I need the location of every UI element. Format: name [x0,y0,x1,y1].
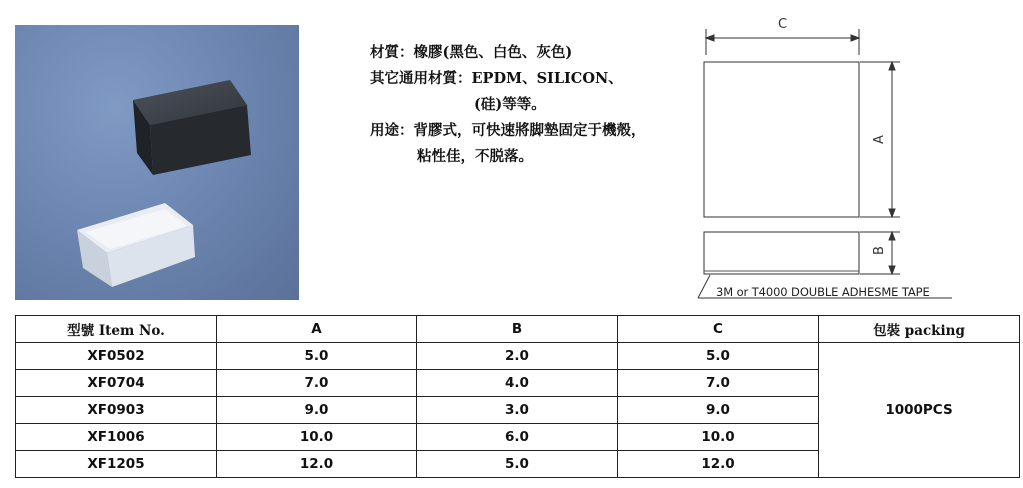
label-b: B [871,246,887,255]
header-a: A [217,316,417,343]
table-row [16,343,1020,370]
cell-item: XF0502 [16,343,217,370]
cell-packing: 1000PCS [819,343,1020,478]
cell-b: 2.0 [417,343,618,370]
cell-a: 12.0 [217,451,417,478]
other-material-line: 其它通用材質：EPDM、SILICON、 [370,70,623,87]
label-c: C [778,17,788,32]
cell-item: XF1205 [16,451,217,478]
tape-note: 3M or T4000 DOUBLE ADHESME TAPE [716,285,930,299]
cell-item: XF0903 [16,397,217,424]
cell-c: 10.0 [618,424,819,451]
product-photo [15,25,299,300]
header-b: B [417,316,618,343]
cell-b: 5.0 [417,451,618,478]
cell-item: XF0704 [16,370,217,397]
cell-c: 9.0 [618,397,819,424]
usage-continued: 粘性佳，不脱落。 [417,148,533,165]
material-line: 材質：橡膠(黑色、白色、灰色) [370,44,573,61]
dimension-table [15,315,1020,478]
usage-line: 用途：背膠式，可快速將脚墊固定于機殼， [370,122,646,139]
cell-b: 4.0 [417,370,618,397]
header-c: C [618,316,819,343]
cell-b: 6.0 [417,424,618,451]
rubber-feet-illustration [15,25,299,300]
cell-b: 3.0 [417,397,618,424]
cell-item: XF1006 [16,424,217,451]
cell-a: 5.0 [217,343,417,370]
header-item-no: 型號 Item No. [16,316,217,343]
other-material-continued: (硅)等等。 [474,96,546,113]
cell-c: 7.0 [618,370,819,397]
header-packing: 包裝 packing [819,316,1020,343]
specification-text [370,40,700,170]
table-header-row [16,316,1020,343]
cell-a: 9.0 [217,397,417,424]
tape-leader-line [698,275,710,298]
dimension-drawing [690,15,960,305]
cell-c: 5.0 [618,343,819,370]
cell-c: 12.0 [618,451,819,478]
label-a: A [871,135,887,144]
cell-a: 10.0 [217,424,417,451]
side-view-rect [704,232,859,274]
cell-a: 7.0 [217,370,417,397]
top-view-square [704,62,859,217]
